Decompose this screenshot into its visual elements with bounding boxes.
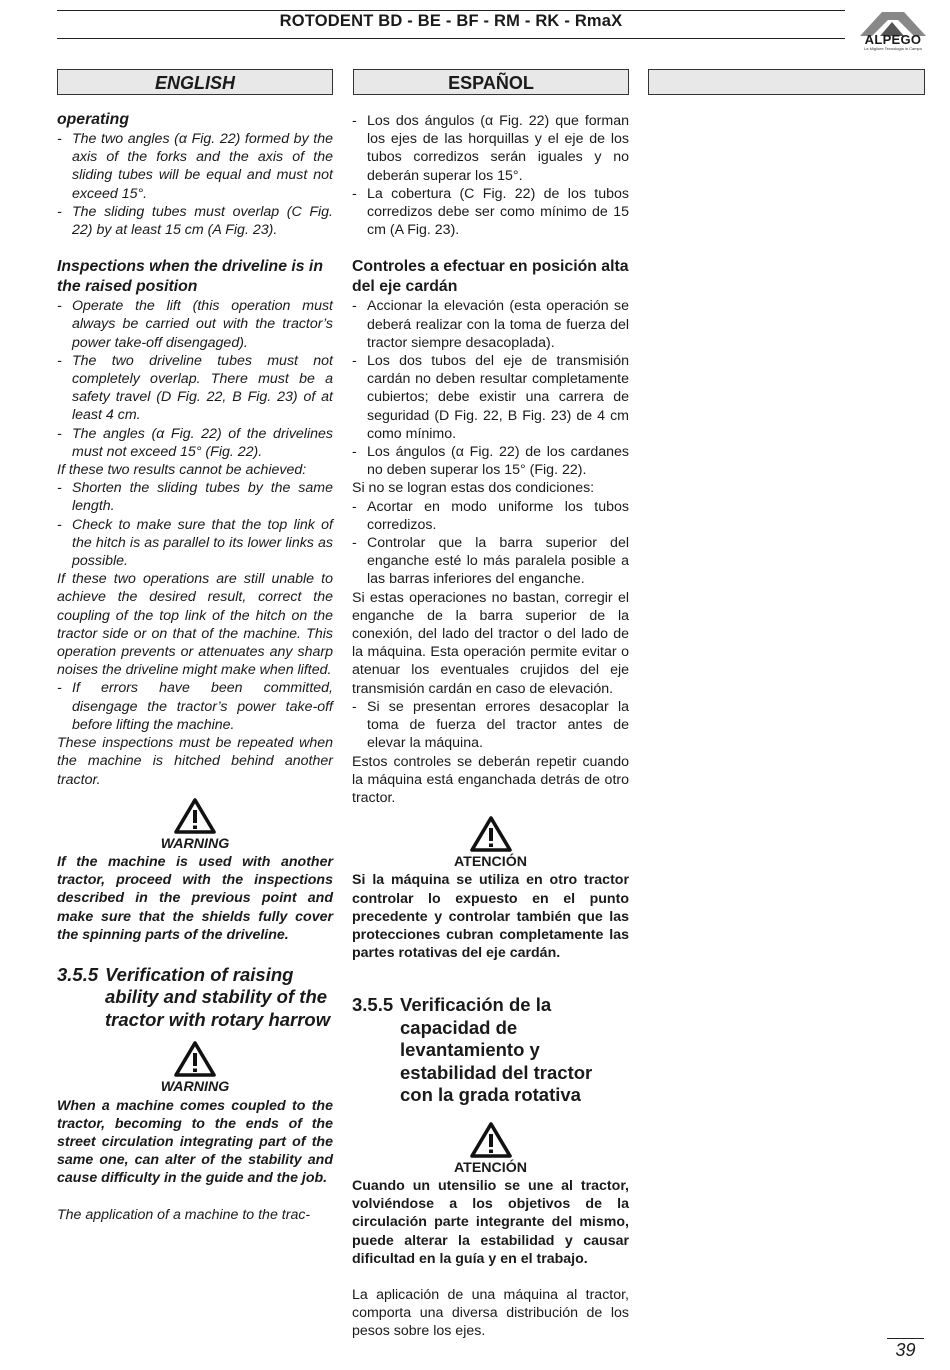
warning-triangle-icon xyxy=(173,1040,217,1078)
list-item: - Los dos tubos del eje de transmisión cardán no deben resultar completamente cubiertos; debe existir una carrera de seguridad (D Fig. 22, B Fig. 23) de 4 cm como mínimo. xyxy=(352,352,629,443)
paragraph-still: Si estas operaciones no bastan, corregir el enganche de la barra superior de la conexión, del lado del tractor o del lado de la máquina. Esta operación permite evitar o atenuar los eventuales crujidos del eje transmisión cardán en caso de elevación. xyxy=(352,589,629,697)
list-item: - Si se presentan errores desacoplar la toma de fuerza del tractor antes de elevar la máquina. xyxy=(352,698,629,753)
list-item: - Los ángulos (α Fig. 22) de los cardanes no deben superar los 15° (Fig. 22). xyxy=(352,443,629,479)
list-item: - The sliding tubes must overlap (C Fig. 22) by at least 15 cm (A Fig. 23). xyxy=(57,203,333,239)
warning-block xyxy=(57,1040,333,1078)
paragraph-if-not: Si no se logran estas dos condiciones: xyxy=(352,480,595,497)
list-item: - The two driveline tubes must not completely overlap. There must be a safety travel (D Fig. 22, B Fig. 23) of at least 4 cm. xyxy=(57,352,333,425)
warning-label: ATENCIÓN xyxy=(453,1159,528,1176)
warning-text: When a machine comes coupled to the tractor, becoming to the ends of the street circulation integrating part of the same one, can alter of the stability and cause difficulty in the guide and the job. xyxy=(57,1097,333,1187)
warning-triangle-icon xyxy=(469,1121,513,1159)
warning-label: ATENCIÓN xyxy=(453,854,528,871)
list-item: - Acortar en modo uniforme los tubos corredizos. xyxy=(352,498,629,534)
section-heading xyxy=(57,964,333,1032)
column-header-spanish: ESPAÑOL xyxy=(353,69,629,95)
english-column xyxy=(57,110,333,1224)
brand-tagline: La Migliore Tecnologia in Campo xyxy=(864,46,922,51)
list-item: - Controlar que la barra superior del enganche esté lo más paralela posible a las barras inferiores del enganche. xyxy=(352,534,629,589)
warning-triangle-icon xyxy=(469,815,513,853)
list-item: - Los dos ángulos (α Fig. 22) que forman los ejes de las horquillas y el eje de los tubos corredizos serán iguales y no deberán superar los 15°. xyxy=(352,112,629,185)
section-heading xyxy=(352,994,629,1107)
list-item: - Accionar la elevación (esta operación se deberá realizar con la toma de fuerza del tractor siempre desacoplada). xyxy=(352,297,629,352)
section-number: 3.5.5 xyxy=(57,963,99,985)
heading-controls: Controles a efectuar en posición alta del eje cardán xyxy=(352,258,629,296)
column-header-empty xyxy=(648,69,925,95)
section-title: Verificación de la capacidad de levantamiento y estabilidad del tractor con la grada rotativa xyxy=(400,994,593,1106)
paragraph-repeat: These inspections must be repeated when the machine is hitched behind another tractor. xyxy=(57,735,333,788)
warning-label: WARNING xyxy=(160,1079,230,1096)
list-item: - If errors have been committed, disengage the tractor’s power take-off before lifting the machine. xyxy=(57,679,333,734)
warning-block xyxy=(57,797,333,835)
paragraph-application: The application of a machine to the trac- xyxy=(57,1206,311,1223)
brand-name: ALPEGO xyxy=(864,32,922,47)
paragraph-repeat: Estos controles se deberán repetir cuando la máquina está enganchada detrás de otro tractor. xyxy=(352,753,629,806)
section-title: Verification of raising ability and stability of the tractor with rotary harrow xyxy=(105,963,331,1030)
warning-label: WARNING xyxy=(160,835,230,852)
list-item: - The angles (α Fig. 22) of the drivelines must not exceed 15° (Fig. 22). xyxy=(57,425,333,461)
warning-text: Si la máquina se utiliza en otro tractor controlar lo expuesto en el punto precedente y controlar también que las protecciones cubran completamente las partes rotativas del eje cardán. xyxy=(352,872,629,962)
list-item: - The two angles (α Fig. 22) formed by the axis of the forks and the axis of the sliding tubes will be equal and must not exceed 15°. xyxy=(57,130,333,203)
paragraph-still: If these two operations are still unable to achieve the desired result, correct the coupling of the top link of the hitch on the tractor side or on that of the machine. This operation prevents or attenuates any sharp noises the driveline might make when lifted. xyxy=(57,571,333,679)
heading-inspections: Inspections when the driveline is in the raised position xyxy=(57,258,323,296)
paragraph-application: La aplicación de una máquina al tractor, comporta una diversa distribución de los pesos sobre los ejes. xyxy=(352,1287,629,1340)
list-item: - Operate the lift (this operation must always be carried out with the tractor’s power take-off disengaged). xyxy=(57,297,333,352)
warning-triangle-icon xyxy=(173,797,217,835)
list-item: - La cobertura (C Fig. 22) de los tubos corredizos debe ser como mínimo de 15 cm (A Fig. 23). xyxy=(352,185,629,240)
warning-text: Cuando un utensilio se une al tractor, volviéndose a los objetivos de la circulación parte integrante del mismo, puede alterar la estabilidad y causar dificultad en la guía y en el trabajo. xyxy=(352,1178,629,1267)
spanish-column xyxy=(352,112,629,1341)
header-bottom-rule xyxy=(57,38,845,39)
list-item: - Shorten the sliding tubes by the same length. xyxy=(57,479,333,515)
page-number: 39 xyxy=(895,1340,916,1360)
page-number-rule xyxy=(887,1338,924,1339)
section-number: 3.5.5 xyxy=(352,994,394,1016)
warning-block xyxy=(352,1121,629,1159)
column-header-english: ENGLISH xyxy=(57,69,333,95)
document-title: ROTODENT BD - BE - BF - RM - RK - RmaX xyxy=(279,12,623,30)
warning-text: If the machine is used with another tractor, proceed with the inspections described in the previous point and make sure that the shields fully cover the spinning parts of the driveline. xyxy=(57,853,333,943)
header-top-rule xyxy=(57,10,845,11)
list-item: - Check to make sure that the top link of the hitch is as parallel to its lower links as possible. xyxy=(57,516,333,571)
paragraph-if-not: If these two results cannot be achieved: xyxy=(57,462,307,479)
warning-block xyxy=(352,815,629,853)
heading-operating: operating xyxy=(57,111,129,128)
